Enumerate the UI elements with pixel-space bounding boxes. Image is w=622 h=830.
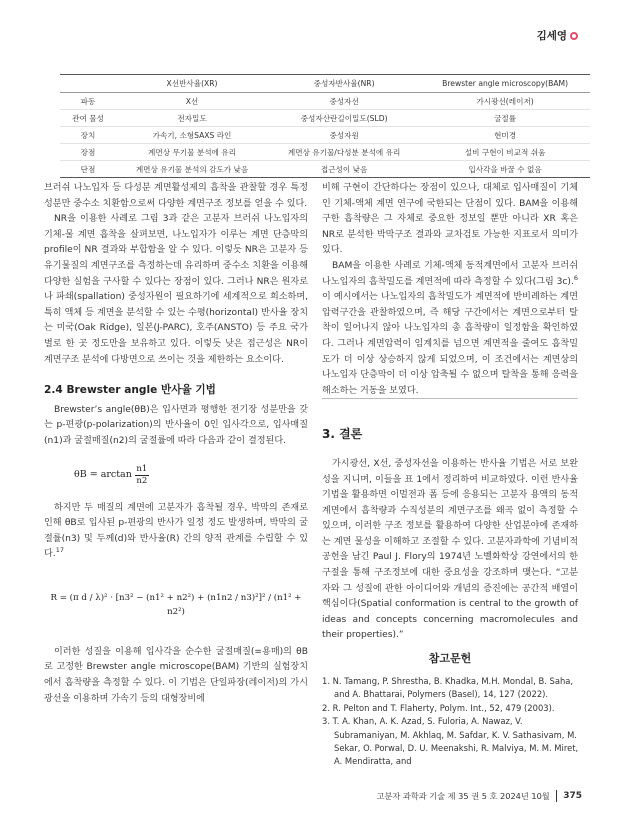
table-cell: 가속기, 소형SAXS 라인 [116,127,268,144]
left-column [44,181,308,707]
citation-ref: 6 [573,273,578,282]
table-row [60,110,590,127]
table-cell: 계면상 유기물/다성분 분석에 유리 [268,144,420,161]
row-header: 파동 [60,93,116,110]
equation-lhs: θB = arctan [74,469,132,481]
circle-icon [570,32,578,40]
table-header: X선반사율(XR) [116,75,268,93]
table-row [60,127,590,144]
references-list [322,675,582,769]
paragraph: Brewster’s angle(θB)은 입사면과 평행한 전기장 성분만을 갖는 p-편광(p-polarization)의 반사율이 0인 입사각으로, 입사매질(n1)과 굴절매질(n2)의 굴절률에 따라 다음과 같이 결정된다. [44,404,308,446]
right-column [322,181,578,644]
table-header: Brewster angle microscopy(BAM) [420,75,590,93]
table-cell: 설비 구현이 비교적 쉬움 [420,144,590,161]
author-name: 김세영 [536,30,567,42]
table-cell: 입사각을 바꿀 수 없음 [420,161,590,178]
table-cell: 중성자원 [268,127,420,144]
page-footer [377,790,582,802]
table-cell: 전자밀도 [116,110,268,127]
reference-item: 2. R. Pelton and T. Flaherty, Polym. Int., 52, 479 (2003). [322,702,555,713]
paragraph [44,501,308,563]
reference-item: 3. T. A. Khan, A. K. Azad, S. Fuloria, A. Nawaz, V. Subramaniyan, M. Akhlaq, M. Safdar, K. V. Sathasivam, M. Sekar, O. Porwal, D. U. Meenakshi, R. Malviya, M. M. Miret, A. Mendiratta, and [322,716,579,767]
row-header: 장점 [60,144,116,161]
equation-brewster [74,464,308,487]
table-header: 중성자반사율(NR) [268,75,420,93]
row-header: 단점 [60,161,116,178]
table-cell: 중성자선 [268,93,420,110]
citation-ref: 17 [55,546,64,555]
table-cell: 계면상 무기물 분석에 유리 [116,144,268,161]
fraction [135,464,149,487]
equation-reflectivity: R = (π d / λ)² · [n3² − (n1² + n2²) + (n1n2 / n3)²]² / (n1² + n2²) [50,592,302,617]
table-header [60,75,116,93]
reference-item: 1. N. Tamang, P. Shrestha, B. Khadka, M.H. Mondal, B. Saha, and A. Bhattarai, Polymers (Basel), 14, 127 (2022). [322,676,574,700]
table-row [60,161,590,178]
table-header-row [60,75,590,93]
fraction-denominator: n2 [136,475,148,486]
spacer [322,399,578,427]
paragraph: 가시광선, X선, 중성자선을 이용하는 반사율 기법은 서로 보완성을 지니며, 이들을 표 1에서 정리하여 비교하였다. 이런 반사율 기법을 활용하면 이멀전과 폼 등에 응용되는 고분자 용액의 동적계면에서 흡착량과 수직성분의 계면구조를 왜곡 없이 측정할 수 있으며, 이러한 구조 정보를 활용하여 다양한 산업분야에 존재하는 계면 물성을 이해하고 조절할 수 있다. 고분자과학에 기념비적 공헌을 남긴 Paul J. Flory의 1974년 노벨화학상 강연에서의 한 구절을 통해 구조정보에 대한 중요성을 강조하며 맺는다. “고분자와 그 성질에 관한 아이디어와 개념의 증진에는 공간적 배열이 핵심이다(Spatial conformation is central to the growth of ideas and concepts concerning macromolecules and their properties).” [322,458,578,641]
section-heading: 3. 결론 [322,427,363,442]
paragraph: 이러한 성질을 이용해 입사각을 순수한 굴절매질(=용매)의 θB로 고정한 Brewster angle microscope(BAM) 기반의 실험장치에서 흡착량을 측정할 수 있다. 이 기법은 단일파장(레이저)의 가시광선을 이용하며 가속기 등의 대형장비에 [44,646,308,704]
table-cell: X선 [116,93,268,110]
footer-divider [556,790,558,802]
table-cell: 중성자산란길이밀도(SLD) [268,110,420,127]
page-number: 375 [563,791,582,801]
paragraph: NR을 이용한 사례로 그림 3과 같은 고분자 브러쉬 나노입자의 기체-물 계면 흡착을 살펴보면, 나노입자가 이루는 계면 단층막의 profile이 NR 결과와 부합함을 알 수 있다. 이렇듯 NR은 고분자 등 유기물질의 계면구조를 측정하는데 유리하며 중수소 치환을 이용해 다양한 실험을 구사할 수 있다는 장점이 있다. 그러나 NR은 원자로나 파쇄(spallation) 중성자원이 필요하기에 세계적으로 희소하며, 특히 액체 등 계면을 분석할 수 있는 수평(horizontal) 반사율 장치는 미국(Oak Ridge), 일본(J-PARC), 호주(ANSTO) 등 주요 국가별로 한 곳 정도만을 보유하고 있다. 이렇듯 낮은 접근성은 NR이 계면구조 분석에 다방면으로 쓰이는 것을 제한하는 요소이다. [44,214,308,365]
author-header [537,28,578,43]
paragraph [322,259,578,399]
row-header: 관여 물성 [60,110,116,127]
paragraph: 비해 구현이 간단하다는 장점이 있으나, 대체로 입사매질이 기체인 기체-액체 계면 연구에 국한되는 단점이 있다. BAM을 이용해 구한 흡착량은 그 자체로 중요한 정보일 뿐만 아니라 XR 혹은 NR로 분석한 박막구조 결과와 교차검토 가능한 지표로서 의미가 있다. [322,183,578,256]
references-title: 참고문헌 [428,652,472,665]
table-cell: 현미경 [420,127,590,144]
table-cell: 굴절률 [420,110,590,127]
row-header: 장치 [60,127,116,144]
journal-info: 고분자 과학과 기술 제 35 권 5 호 2024년 10월 [376,790,550,801]
spacer [322,443,578,457]
fraction-numerator: n1 [136,463,148,474]
paragraph-text: 이 예시에서는 나노입자의 흡착밀도가 계면적에 반비례하는 계면압력구간을 관찰하였으며, 즉 해당 구간에서는 계면으로부터 탈착이 일어나지 않아 나노입자의 총 흡착량이 일정함을 확인하였다. 그러나 계면압력이 임계치를 넘으면 계면적을 줄여도 흡착밀도가 더 이상 상승하지 않게 되었으며, 이 조건에서는 계면상의 나노입자 단층막이 더 이상 압축될 수 없으며 탈착을 통해 응력을 해소하는 거동을 보였다. [322,292,578,396]
table-cell: 계면상 유기물 분석의 감도가 낮음 [116,161,268,178]
table-cell: 접근성이 낮음 [268,161,420,178]
paragraph-text: 하지만 두 매질의 계면에 고분자가 흡착될 경우, 박막의 존재로 인해 θB로 입사된 p-편광의 반사가 일정 정도 발생하며, 박막의 굴절률(n3) 및 두께(d)와 반사율(R) 간의 양적 관계를 수립할 수 있다. [44,502,308,560]
comparison-table [60,74,590,178]
paragraph: 브러쉬 나노입자 등 다성분 계면활성제의 흡착을 관찰할 경우 특정 성분만 중수소 치환함으로써 다양한 계면구조 정보를 얻을 수 있다. [44,183,308,209]
section-heading: 2.4 Brewster angle 반사율 기법 [44,384,216,397]
table-row [60,144,590,161]
section-divider [322,398,578,399]
table-cell: 가시광선(레이저) [420,93,590,110]
table-row [60,93,590,110]
paragraph-text: BAM을 이용한 사례로 기체-액체 동적계면에서 고분자 브러쉬 나노입자의 흡착밀도를 계면적에 따라 측정할 수 있다(그림 3c). [322,260,578,287]
